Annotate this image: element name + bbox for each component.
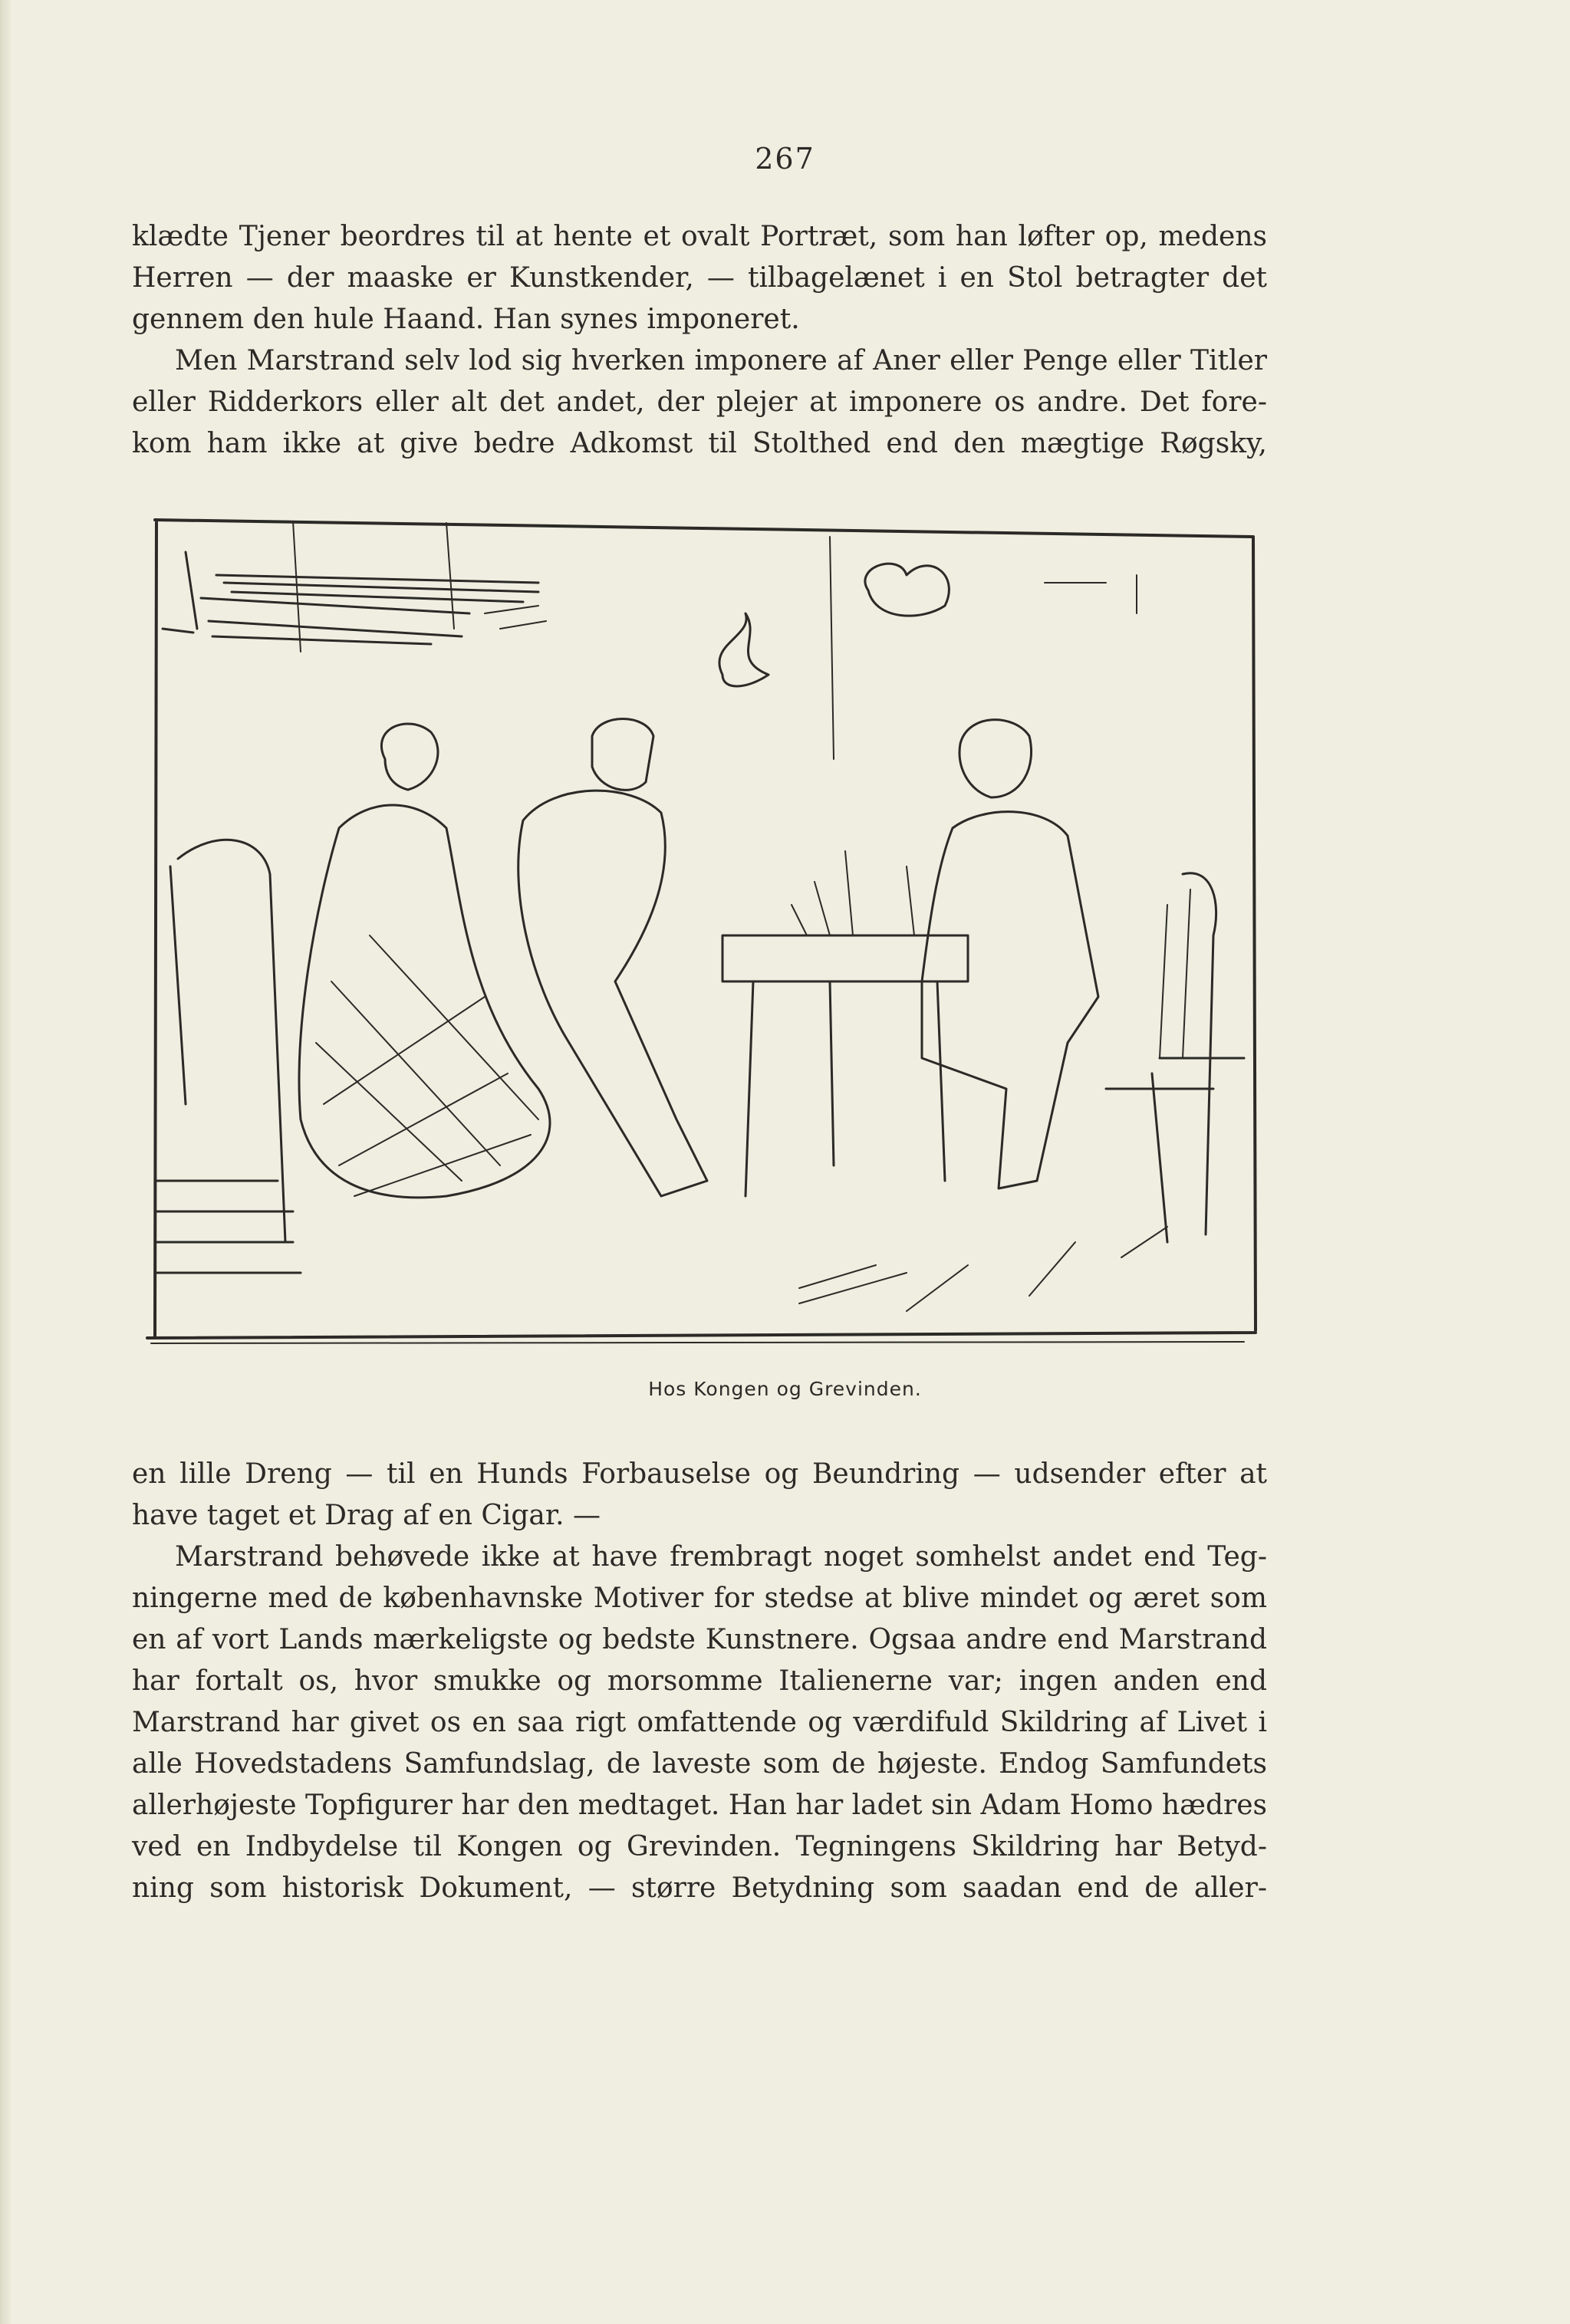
book-spine-edge — [0, 0, 11, 2324]
text-line: ning som historisk Dokument, — større Betydning som saadan end de aller- — [132, 1872, 1267, 1904]
text-line: har fortalt os, hvor smukke og morsomme Italienerne var; ingen anden end — [132, 1665, 1267, 1697]
illustration-caption: Hos Kongen og Grevinden. — [648, 1378, 922, 1400]
top-text-block — [132, 216, 1267, 465]
text-line: en lille Dreng — til en Hunds Forbauselse og Beundring — udsender efter at — [132, 1458, 1267, 1490]
text-line: gennem den hule Haand. Han synes imponeret. — [132, 304, 800, 335]
text-line: Marstrand behøvede ikke at have frembragt noget somhelst andet end Teg- — [175, 1541, 1267, 1573]
text-line: ningerne med de københavnske Motiver for stedse at blive mindet og æret som — [132, 1583, 1267, 1614]
bottom-text-block — [132, 1454, 1267, 1909]
text-line: eller Ridderkors eller alt det andet, der plejer at imponere os andre. Det fore- — [132, 386, 1267, 418]
text-line: ved en Indbydelse til Kongen og Grevinden. Tegningens Skildring har Betyd- — [132, 1831, 1267, 1862]
illustration — [140, 506, 1259, 1357]
text-line: Herren — der maaske er Kunstkender, — tilbagelænet i en Stol betragter det — [132, 262, 1267, 294]
text-line: have taget et Drag af en Cigar. — — [132, 1500, 601, 1531]
page-number: 267 — [755, 142, 815, 176]
text-line: en af vort Lands mærkeligste og bedste Kunstnere. Ogsaa andre end Marstrand — [132, 1624, 1267, 1655]
text-line: kom ham ikke at give bedre Adkomst til Stolthed end den mægtige Røgsky, — [132, 428, 1267, 459]
text-line: Men Marstrand selv lod sig hverken imponere af Aner eller Penge eller Titler — [175, 345, 1267, 376]
text-line: allerhøjeste Topfigurer har den medtaget. Han har ladet sin Adam Homo hædres — [132, 1790, 1267, 1821]
pen-sketch-illustration — [140, 506, 1259, 1357]
text-line: alle Hovedstadens Samfundslag, de laveste som de højeste. Endog Samfundets — [132, 1748, 1267, 1780]
text-line: klædte Tjener beordres til at hente et ovalt Portræt, som han løfter op, medens — [132, 221, 1267, 252]
text-line: Marstrand har givet os en saa rigt omfattende og værdifuld Skildring af Livet i — [132, 1707, 1267, 1738]
